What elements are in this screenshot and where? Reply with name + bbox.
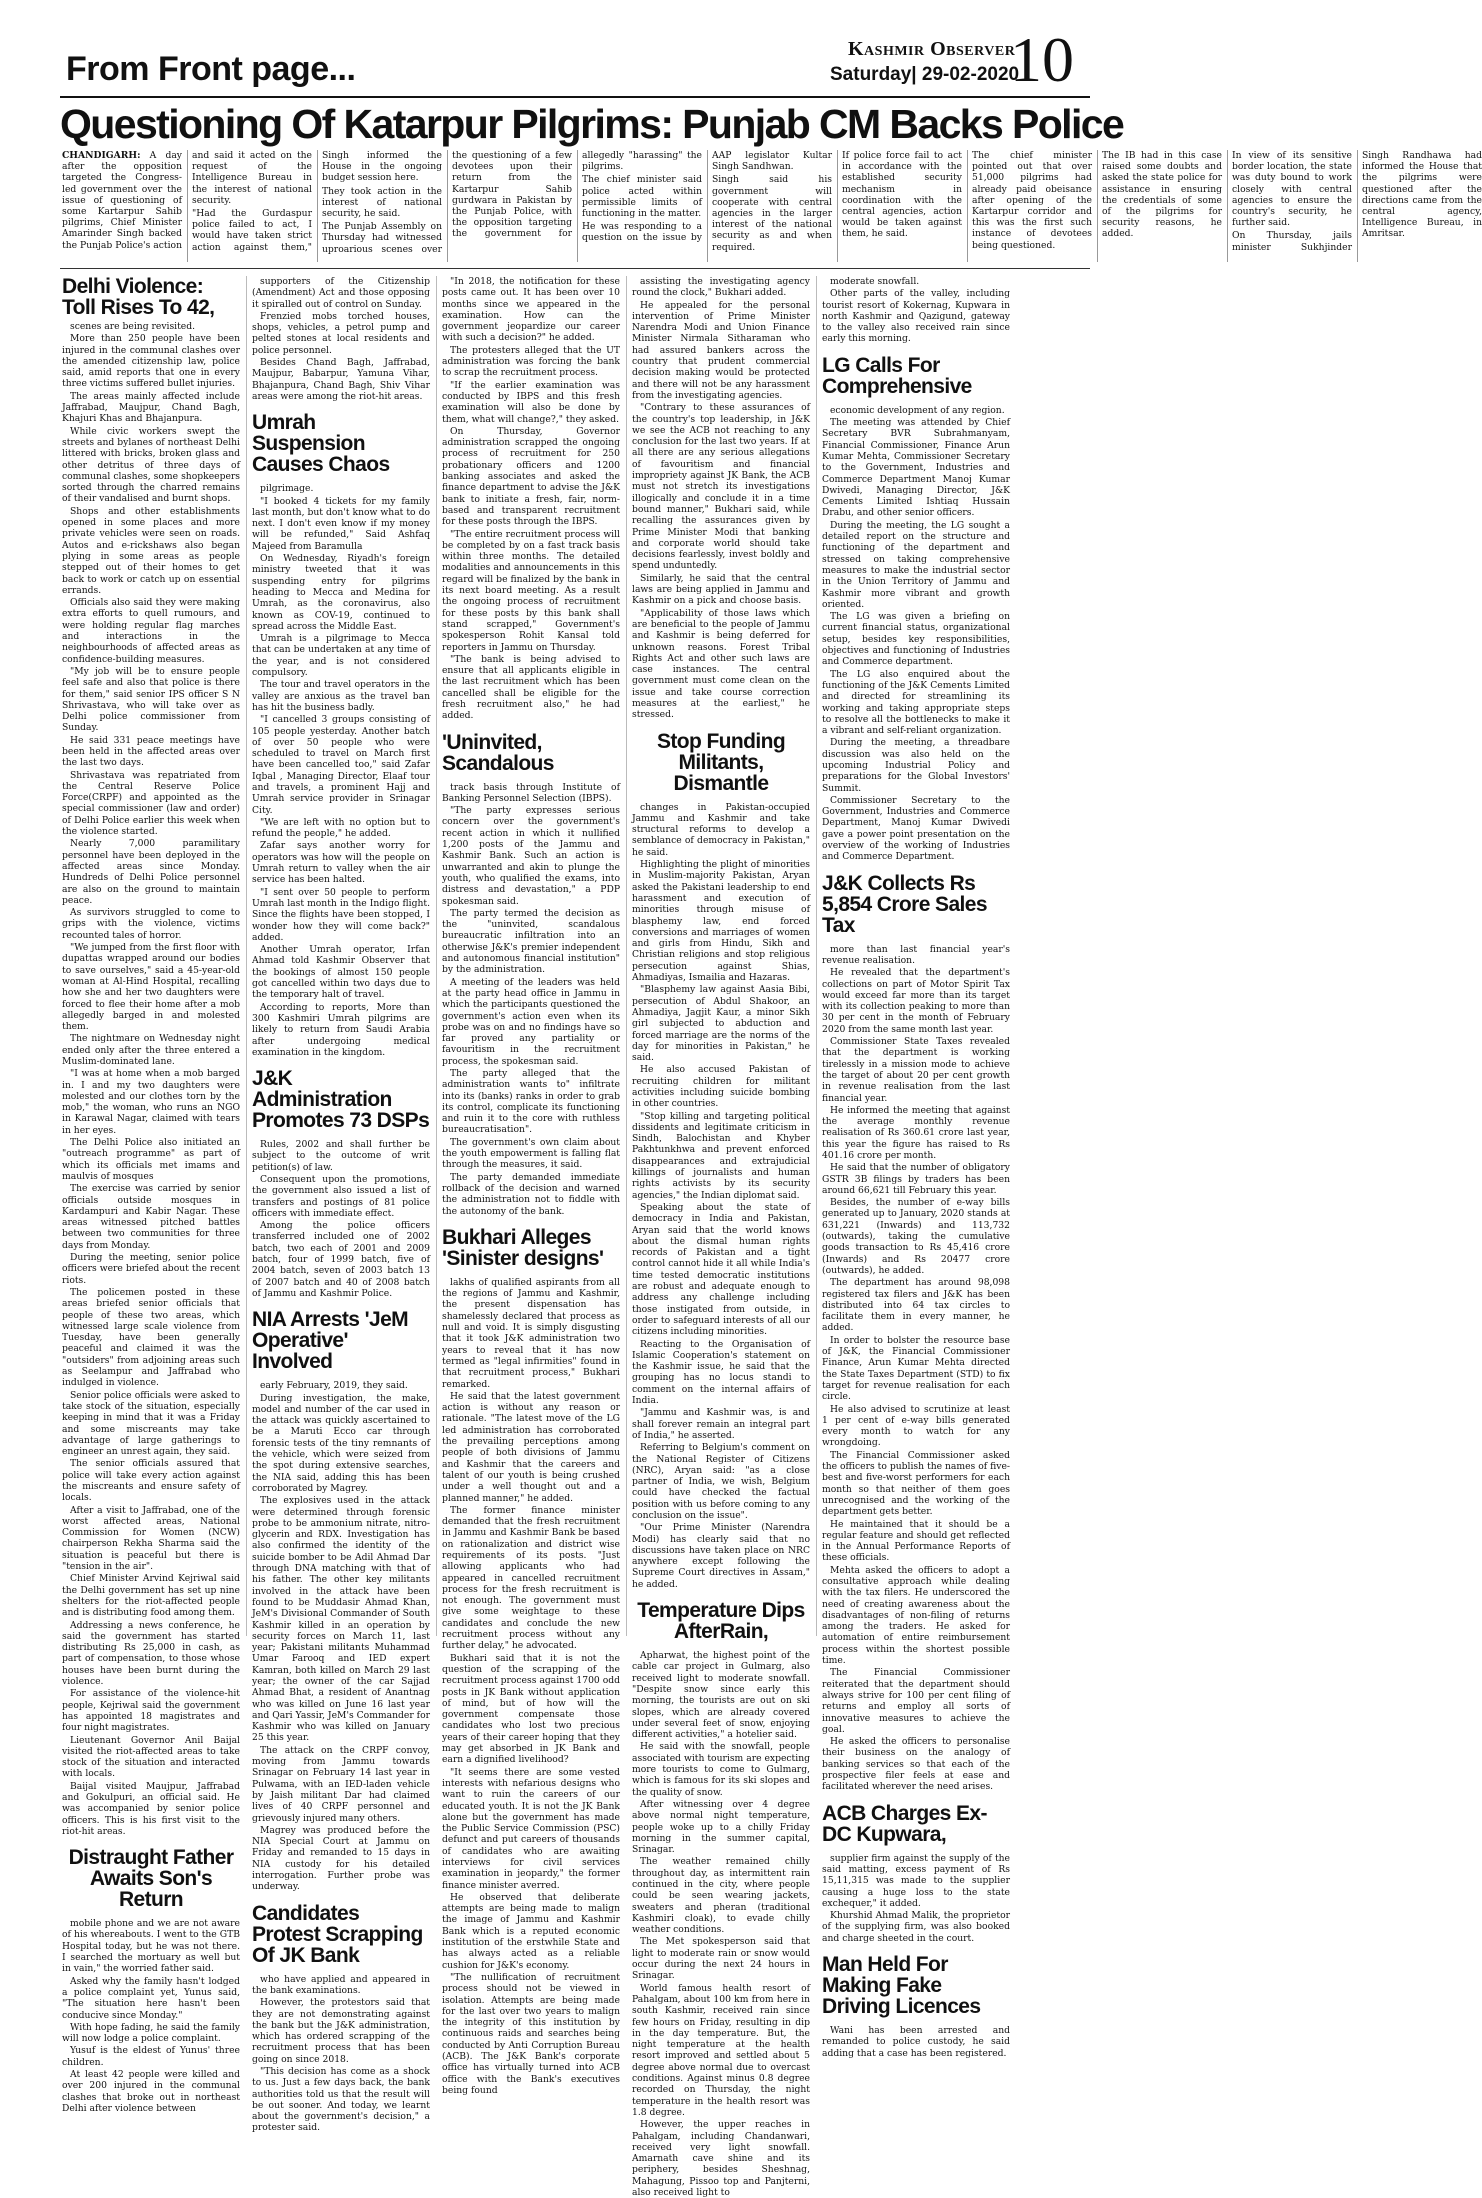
- paragraph: While civic workers swept the streets and bylanes of northeast Delhi littered with bricks, broken glass and other detritus of three days of communal clashes, some shopkeepers sorted through the charred remains of their vandalised and burnt shops.: [62, 425, 240, 505]
- paragraph: more than last financial year's revenue realisation.: [822, 943, 1010, 966]
- paragraph: Senior police officials were asked to take stock of the situation, especially keeping in mind that it was a Friday and some miscreants may take advantage of large gatherings to engineer an unrest again, they said.: [62, 1389, 240, 1458]
- paragraph: "We jumped from the first floor with dupattas wrapped around our bodies to save ourselves," said a 45-year-old woman at Al-Hind Hospital, recalling how she and her two daughters were forced to flee their home after a mob allegedly barged in and molested them.: [62, 942, 240, 1033]
- story-headline: NIA Arrests 'JeM Operative' Involved: [252, 1308, 409, 1374]
- story-headline: ACB Charges Ex-DC Kupwara,: [822, 1801, 987, 1846]
- paragraph: supplier firm against the supply of the said matting, excess payment of Rs 15,11,315 was made to the supplier causing a huge loss to the state exchequer," it added.: [822, 1852, 1010, 1909]
- paragraph: The department has around 98,098 registered tax filers and J&K has been distributed into 64 tax circles to facilitate them in every manner, he added.: [822, 1277, 1010, 1334]
- story-body: [442, 782, 620, 1217]
- paragraph: mobile phone and we are not aware of his whereabouts. I went to the GTB Hospital today, but he was not there. I searched the mortuary as well but in vain," the worried father said.: [62, 1918, 240, 1975]
- paragraph: assisting the investigating agency round the clock," Bukhari added.: [632, 276, 810, 299]
- paragraph: The Financial Commissioner reiterated that the department should always strive for 100 per cent filing of returns and employ all sorts of innovative measures to achieve the goal.: [822, 1667, 1010, 1735]
- paragraph: changes in Pakistan-occupied Jammu and Kashmir and take structural reforms to develop a semblance of democracy in Pakistan," he said.: [632, 801, 810, 858]
- paragraph: Magrey was produced before the NIA Special Court at Jammu on Friday and remanded to 15 days in NIA custody for his detailed interrogation. Further probe was underway.: [252, 1824, 430, 1893]
- paragraph: Addressing a news conference, he said the government has started distributing Rs 25,000 in cash, as part of compensation, to those whose houses have been burnt during the violence.: [62, 1619, 240, 1688]
- paragraph: The Financial Commissioner asked the officers to publish the names of five-best and five-worst performers for each month so that neither of them goes unrecognised and the working of the department gets better.: [822, 1449, 1010, 1518]
- paragraph: The party demanded immediate rollback of the decision and warned the administration not to fiddle with the autonomy of the bank.: [442, 1171, 620, 1217]
- paragraph: Bukhari said that it is not the question of the scrapping of the recruitment process against 1700 odd posts in JK Bank without application of mind, but of how will the government compensate those candidates who lost two precious years of their career hoping that they may get absorbed in JK Bank and earn a dignified livelihood?: [442, 1652, 620, 1766]
- paragraph: "The bank is being advised to ensure that all applicants eligible in the last recruitment which has been cancelled shall be eligible for the fresh recruitment also," he had added.: [442, 653, 620, 722]
- paragraph: Zafar says another worry for operators was how will the people on Umrah return to valley when the air service has been halted.: [252, 840, 430, 886]
- paragraph: "I sent over 50 people to perform Umrah last month in the Indigo flight. Since the flights have been stopped, I wonder how they will come back?" added.: [252, 886, 430, 943]
- paragraph: Umrah is a pilgrimage to Mecca that can be undertaken at any time of the year, and is not considered compulsory.: [252, 633, 430, 679]
- paragraph: Mehta asked the officers to adopt a consultative approach while dealing with the tax filers. He underscored the need of creating awareness about the disadvantages of non-filing of returns among the traders. He asked for automation of entire reimbursement process within the shortest possible time.: [822, 1564, 1010, 1667]
- paragraph: "It seems there are some vested interests with nefarious designs who want to ruin the careers of our educated youth. It is not the JK Bank alone but the government has made the Public Service Commission (PSC) defunct and put careers of thousands of candidates who are awaiting interviews for civil services examination in jeopardy," the former finance minister averred.: [442, 1766, 620, 1891]
- paragraph: "I booked 4 tickets for my family last month, but don't know what to do next. I don't even know if my money will be refunded," Said Ashfaq Majeed from Baramulla: [252, 495, 430, 552]
- column-4: [632, 276, 810, 2198]
- main-headline: Questioning Of Katarpur Pilgrims: Punjab CM Backs Police: [60, 101, 1124, 147]
- paragraph: He asked the officers to personalise their business on the analogy of banking services so that each of the prospective filer feels at ease and facilitated wherever the need arises.: [822, 1736, 1010, 1793]
- story-body: [822, 405, 1010, 863]
- paragraph: scenes are being revisited.: [70, 321, 196, 332]
- story-body: [632, 276, 810, 721]
- paragraph: According to reports, More than 300 Kashmiri Umrah pilgrims are likely to return from Saudi Arabia after undergoing medical examination in the kingdom.: [252, 1001, 430, 1058]
- paragraph: He also advised to scrutinize at least 1 per cent of e-way bills generated every month to watch for any wrongdoing.: [822, 1403, 1010, 1449]
- paragraph: "Contrary to these assurances of the country's top leadership, in J&K we see the ACB not reaching to any conclusion for the last two years. If at all there are any serious allegations of favouritism and financial impropriety against JK Bank, the ACB must not stretch its investigations illogically and conclude it in a time bound manner," Bukhari said, while recalling the assurances given by Prime Minister Modi that banking and corporate world should take decisions fearlessly, invest boldly and spend unduntedly.: [632, 402, 810, 572]
- paragraph: However, the upper reaches in Pahalgam, including Chandanwari, received very light snowfall. Amarnath cave shine and its periphery, besides Sheshnag, Mahagung, Pissoo top and Panjterni, also received light to: [632, 2119, 810, 2198]
- paragraph: Similarly, he said that the central laws are being applied in Jammu and Kashmir on a pick and choose basis.: [632, 572, 810, 607]
- paragraph: During the meeting, a threadbare discussion was also held on the upcoming Industrial Policy and preparations for the Global Investors' Summit.: [822, 737, 1010, 794]
- paragraph: Another Umrah operator, Irfan Ahmad told Kashmir Observer that the bookings of almost 150 people got cancelled within two days due to the temporary halt of travel.: [252, 944, 430, 1001]
- paragraph: "I cancelled 3 groups consisting of 105 people yesterday. Another batch of over 50 people who were scheduled to travel on March first have been cancelled too," said Zafar Iqbal , Managing Director, Elaaf tour and travels, a prominent Hajj and Umrah service provider in Srinagar City.: [252, 714, 430, 816]
- paragraph: The meeting was attended by Chief Secretary BVR Subrahmanyam, Financial Commissioner, Finance Arun Kumar Mehta, Commissioner Secretary to the Government, Industries and Commerce Department Manoj Kumar Dwivedi, Managing Director, J&K Cements Limited Ishtiaq Hussain Drabu, and other senior officers.: [822, 417, 1010, 519]
- paragraph: He revealed that the department's collections on part of Motor Spirit Tax would exceed far more than its target with its collection peaking to more than 30 per cent in the month of February 2020 from the same month last year.: [822, 967, 1010, 1035]
- story-headline: Candidates Protest Scrapping Of JK Bank: [252, 1901, 423, 1967]
- story-body: [822, 276, 1010, 345]
- story-body: [252, 1380, 430, 1892]
- paragraph: However, the protestors said that they are not demonstrating against the bank but the J&K administration, which has ordered scrapping of the recruitment process that has been going on since 2018.: [252, 1997, 430, 2065]
- column-divider: [626, 276, 627, 1636]
- paragraph: early February, 2019, they said.: [260, 1380, 408, 1392]
- paragraph: In order to bolster the resource base of J&K, the Financial Commissioner Finance, Arun Kumar Mehta directed the State Taxes Department (STD) to fix target for revenue realisation for each circle.: [822, 1334, 1010, 1403]
- paragraph: After witnessing over 4 degree above normal night temperature, people woke up to a chilly Friday morning in the summer capital, Srinagar.: [632, 1798, 810, 1856]
- story-body: [252, 1974, 430, 2134]
- column-2: [252, 276, 430, 2134]
- paragraph: Speaking about the state of democracy in India and Pakistan, Aryan said that the world knows about the dismal human rights records of Pakistan and a tight control cannot hide it all while India's time tested democratic institutions are robust and adequate enough to address any challenge including those instigated from outside, in order to safeguard interests of all our citizens including minorities.: [632, 1201, 810, 1338]
- paragraph: Officials also said they were making extra efforts to quell rumours, and were holding regular flag marches and interactions in the neighbourhoods of affected areas as confidence-building measures.: [62, 597, 240, 665]
- paragraph: As survivors struggled to come to grips with the violence, victims recounted tales of horror.: [62, 907, 240, 941]
- paragraph: Other parts of the valley, including tourist resort of Kokernag, Kupwara in north Kashmir and Qazigund, gateway to the valley also received rain since early this morning.: [822, 288, 1010, 345]
- paragraph: With hope fading, he said the family will now lodge a police complaint.: [62, 2021, 240, 2045]
- paragraph: During the meeting, the LG sought a detailed report on the structure and functioning of the department and stressed on taking comprehensive measures to make the industrial sector in the Union Territory of Jammu and Kashmir more vibrant and growth oriented.: [822, 519, 1010, 610]
- paragraph: Commissioner Secretary to the Government, Industries and Commerce Department, Manoj Kumar Dwivedi gave a power point presentation on the overview of the working of Industries and Commerce Department.: [822, 794, 1010, 863]
- column-divider: [436, 276, 437, 1636]
- paragraph: The senior officials assured that police will take every action against the miscreants and ensure safety of locals.: [62, 1458, 240, 1504]
- lead-paragraph: They took action in the interest of national security, he said.: [322, 185, 442, 220]
- paragraph: He said 331 peace meetings have been held in the affected areas over the last two days.: [62, 734, 240, 769]
- paragraph: who have applied and appeared in the bank examinations.: [252, 1973, 430, 1996]
- paragraph: He said that the number of obligatory GSTR 3B filings by traders has been around 66,621 till February this year.: [822, 1162, 1010, 1196]
- story-body: [822, 1853, 1010, 1944]
- story-headline: Distraught Father Awaits Son's Return: [68, 1846, 234, 1912]
- lead-paragraph: He was responding to a question on the issue by AAP legislator Kultar Singh Sandhwan.: [582, 150, 832, 244]
- paragraph: Baijal visited Maujpur, Jaffrabad and Gokulpuri, an official said. He was accompanied by senior police officers. This is his first visit to the riot-hit areas.: [62, 1780, 240, 1837]
- story-headline: J&K Administration Promotes 73 DSPs: [252, 1067, 430, 1133]
- paragraph: For assistance of the violence-hit people, Kejriwal said the government has appointed 18 magistrates and four night magistrates.: [62, 1688, 240, 1734]
- column-divider: [246, 276, 247, 1636]
- lead-paragraph: "Had the Gurdaspur police failed to act, I would have taken strict action against them," Singh informed the House in the ongoing budget session here.: [192, 150, 442, 253]
- paragraph: At least 42 people were killed and over 200 injured in the communal clashes that broke out in northeast Delhi after violence between: [62, 2069, 240, 2114]
- paragraph: "Jammu and Kashmir was, is and shall forever remain an integral part of India," he asserted.: [632, 1407, 810, 1441]
- dateline: CHANDIGARH:: [62, 150, 141, 161]
- story-body: [822, 944, 1010, 1793]
- paragraph: "My job will be to ensure people feel safe and also that police is there for them," said senior IPS officer S N Shrivastava, who will take over as Delhi police commissioner from Sunday.: [62, 665, 240, 734]
- page-number: 10: [1010, 24, 1074, 95]
- paragraph: He observed that deliberate attempts are being made to malign the image of Jammu and Kashmir Bank which is a reputed economic institution of the erstwhile State and has always acted as a reliable cushion for J&K's economy.: [442, 1891, 620, 1971]
- lead-paragraph: If police force fail to act in accordance with the established security mechanism in coordination with the central agencies, action would be taken against them, he said.: [842, 150, 962, 240]
- lead-paragraph: The chief minister said police acted within permissible limits of functioning in the matter.: [582, 174, 702, 220]
- paragraph: Among the police officers transferred included one of 2002 batch, two each of 2001 and 2009 batch, four of 1999 batch, five of 2004 batch, seven of 2003 batch 13 of 2007 batch and 40 of 2008 batch of Jammu and Kashmir Police.: [252, 1220, 430, 1299]
- paragraph: Commissioner State Taxes revealed that the department is working tirelessly in a mission mode to achieve the target of about 20 per cent growth in revenue realisation from the last financial year.: [822, 1036, 1010, 1104]
- story-body: [252, 1139, 430, 1299]
- paragraph: moderate snowfall.: [830, 276, 920, 287]
- paragraph: "Applicability of those laws which are beneficial to the people of Jammu and Kashmir is being deferred for unknown reasons. Forest Tribal Rights Act and other such laws are case instances. The central government must come clean on the issue and take course correction measures at the earliest," he stressed.: [632, 607, 810, 721]
- paragraph: More than 250 people have been injured in the communal clashes over the amended citizenship law, police said, amid reports that one in every three victims suffered bullet injuries.: [62, 333, 240, 390]
- paragraph: "This decision has come as a shock to us. Just a few days back, the bank authorities told us that the result will be out sooner. And today, we learnt about the government's decision," a protester said.: [252, 2066, 430, 2134]
- lead-paragraph: Singh said his government will cooperate with central agencies in the larger interest of the national security as and when required.: [712, 174, 832, 253]
- paragraph: Yusuf is the eldest of Yunus' three children.: [62, 2045, 240, 2068]
- story-headline: Bukhari Alleges 'Sinister designs': [442, 1225, 604, 1270]
- story-body: [252, 483, 430, 1058]
- paragraph: Rules, 2002 and shall further be subject to the outcome of writ petition(s) of law.: [252, 1139, 430, 1173]
- lead-paragraph: The chief minister pointed out that over 51,000 pilgrims had already paid obeisance after opening of the Kartarpur corridor and this was the first such instance of devotees being questioned.: [972, 150, 1092, 251]
- paragraph: "Stop killing and targeting political dissidents and legitimate criticism in Sindh, Balochistan and Khyber Pakhtunkhwa and prevent enforced disappearances and extrajudicial killings of journalists and human rights activists by its security agencies," the Indian diplomat said.: [632, 1110, 810, 1201]
- story-body: [62, 321, 240, 1837]
- paragraph: Consequent upon the promotions, the government also issued a list of transfers and postings of 81 police officers with immediate effect.: [252, 1174, 430, 1219]
- lead-paragraph: The IB had in this case raised some doubts and asked the state police for assistance in ensuring the credentials of some of the pilgrims for security reasons, he added.: [1102, 150, 1222, 240]
- paragraph: "In 2018, the notification for these posts came out. It has been over 10 months since we appeared in the examination. How can the government jeopardize our career with such a decision?" he added.: [442, 276, 620, 344]
- paragraph: He maintained that it should be a regular feature and should get reflected in the Annual Performance Reports of these officials.: [822, 1518, 1010, 1564]
- paragraph: Nearly 7,000 paramilitary personnel have been deployed in the affected areas since Monday. Hundreds of Delhi Police personnel are also on the ground to maintain peace.: [62, 838, 240, 906]
- section-rule: [60, 268, 1090, 269]
- story-headline: 'Uninvited, Scandalous: [442, 730, 554, 775]
- paragraph: Besides, the number of e-way bills generated up to January, 2020 stands at 631,221 (Inwards) and 113,732 (outwards), taking the cumulative goods transaction to Rs 45,416 crore (Inwards) and Rs 20477 crore (outwards), he added.: [822, 1197, 1010, 1276]
- paragraph: The LG was given a briefing on current financial status, organizational setup, besides key responsibilities, objectives and functioning of Industries and Commerce department.: [822, 611, 1010, 668]
- paragraph: Frenzied mobs torched houses, shops, vehicles, a petrol pump and pelted stones at local residents and police personnel.: [252, 310, 430, 356]
- paragraph: track basis through Institute of Banking Personnel Selection (IBPS).: [442, 781, 620, 804]
- paragraph: On Wednesday, Riyadh's foreign ministry tweeted that it was suspending entry for pilgrims heading to Mecca and Medina for Umrah, as the coronavirus, also known as COV-19, continued to spread across the Middle East.: [252, 553, 430, 632]
- paragraph: After a visit to Jaffrabad, one of the worst affected areas, National Commission for Women (NCW) chairperson Rekha Sharma said the situation is peaceful but there is "tension in the air".: [62, 1504, 240, 1573]
- paragraph: The explosives used in the attack were determined through forensic probe to be ammonium nitrate, nitro-glycerin and RDX. Investigation has also confirmed the identity of the suicide bomber to be Adil Ahmad Dar through DNA matching with that of his father. The other key militants involved in the attack have been found to be Muddasir Ahmad Khan, JeM's Divisional Commander of South Kashmir killed in an operation by security forces on March 11, last year; Pakistani militants Muhammad Umar Farooq and IED expert Kamran, both killed on March 29 last year; the owner of the car Sajjad Ahmad Bhat, a resident of Anantnag who was killed on June 16 last year and Qari Yassir, JeM's Commander for Kashmir who was killed on January 25 this year.: [252, 1495, 430, 1744]
- section-label: From Front page...: [66, 50, 356, 88]
- paragraph: He informed the meeting that against the average monthly revenue realisation of Rs 360.61 crore last year, this year the figure has raised to Rs 401.16 crore per month.: [822, 1104, 1010, 1161]
- paragraph: "Blasphemy law against Aasia Bibi, persecution of Abdul Shakoor, an Ahmadiya, Jagjit Kaur, a minor Sikh girl subjected to abduction and forced marriage are the norms of the day for minorities in Pakistan," he said.: [632, 984, 810, 1064]
- paragraph: economic development of any region.: [830, 404, 1005, 416]
- paragraph: Shops and other establishments opened in some places and more private vehicles were seen on roads. Autos and e-rickshaws also began plying in some areas as people stepped out of their homes to get back to work or catch up on essential errands.: [62, 505, 240, 596]
- story-body: [632, 802, 810, 1590]
- paragraph: He appealed for the personal intervention of Prime Minister Narendra Modi and Union Finance Minister Nirmala Sitharaman who had assured bankers across the country that prudent commercial decision making would be protected and there will not be any harassment from the investigating agencies.: [632, 299, 810, 401]
- paragraph: He said that the latest government action is without any reason or rationale. "The latest move of the LG led administration has corroborated the prevailing perceptions among people of both divisions of Jammu and Kashmir that the careers and talent of our youth is being crushed under a well thought out and a planned manner," he added.: [442, 1390, 620, 1504]
- paragraph: The policemen posted in these areas briefed senior officials that people of these two areas, which witnessed large scale violence from Tuesday, have been generally peaceful and claimed it was the "outsiders" from adjoining areas such as Seelampur and Jaffrabad who indulged in violence.: [62, 1286, 240, 1389]
- paragraph: "The entire recruitment process will be completed by on a fast track basis within three months. The detailed modalities and announcements in this regard will be finalized by the bank in its next board meeting. As a result the ongoing process of recruitment for these posts by this bank shall stand scrapped," Government's spokesperson Rohit Kansal told reporters in Jammu on Thursday.: [442, 528, 620, 653]
- paragraph: Referring to Belgium's comment on the National Register of Citizens (NRC), Aryan said: "as a close partner of India, we wish, Belgium could have checked the factual position with us before coming to any conclusion on the issue".: [632, 1442, 810, 1521]
- story-headline: Delhi Violence: Toll Rises To 42,: [62, 275, 215, 319]
- paragraph: pilgrimage.: [260, 483, 314, 495]
- paragraph: Besides Chand Bagh, Jaffrabad, Maujpur, Babarpur, Yamuna Vihar, Bhajanpura, Chand Bagh, Shiv Vihar areas were among the riot-hit areas.: [252, 357, 430, 402]
- paragraph: Apharwat, the highest point of the cable car project in Gulmarg, also received light to moderate snowfall. "Despite snow since early this morning, the tourists are out on ski slopes, which are already covered under several feet of snow, enjoying different activities," a hotelier said.: [632, 1650, 810, 1741]
- story-headline: Temperature Dips AfterRain,: [637, 1599, 805, 1644]
- paragraph: Reacting to the Organisation of Islamic Cooperation's statement on the Kashmir issue, he said that the grouping has no locus standi to comment on the internal affairs of India.: [632, 1338, 810, 1407]
- paragraph: supporters of the Citizenship (Amendment) Act and those opposing it spiralled out of control on Sunday.: [252, 276, 430, 310]
- story-body: [632, 1650, 810, 2198]
- paragraph: Lieutenant Governor Anil Baijal visited the riot-affected areas to take stock of the situation and interacted with locals.: [62, 1734, 240, 1780]
- story-headline: J&K Collects Rs 5,854 Crore Sales Tax: [822, 871, 987, 937]
- story-body: [822, 2025, 1010, 2059]
- paragraph: "The nullification of recruitment process should not be viewed in isolation. Attempts are being made for the last over two years to malign the integrity of this institution by continuous raids and searches being conducted by Anti Corruption Bureau (ACB). The J&K Bank's corporate office has virtually turned into ACB office with the Bank's executives being found: [442, 1971, 620, 2096]
- paragraph: The party termed the decision as the "uninvited, scandalous bureaucratic infiltration into an otherwise J&K's premier independent and autonomous financial institution" by the administration.: [442, 907, 620, 976]
- paragraph: The LG also enquired about the functioning of the J&K Cements Limited and directed for streamlining its working and taking appropriate steps to resolve all the bottlenecks to make it a vibrant and self-reliant organization.: [822, 668, 1010, 737]
- story-headline: LG Calls For Comprehensive: [822, 353, 972, 398]
- column-3: [442, 276, 620, 2096]
- issue-date: Saturday| 29-02-2020: [830, 64, 1020, 85]
- paragraph: Shrivastava was repatriated from the Central Reserve Police Force(CRPF) and appointed as the special commissioner (law and order) of Delhi Police earlier this week when the violence started.: [62, 769, 240, 838]
- paragraph: He said with the snowfall, people associated with tourism are expecting more tourists to come to Gulmarg, which is famous for its ski slopes and the quality of snow.: [632, 1741, 810, 1798]
- story-headline: Stop Funding Militants, Dismantle: [656, 729, 786, 795]
- paragraph: World famous health resort of Pahalgam, about 100 km from here in south Kashmir, received rain since few hours on Friday, resulting in dip in the day temperature. But, the night temperature at the health resort improved and settled about 5 degree above normal due to overcast conditions. Against minus 0.8 degree recorded on Thursday, the night temperature in the health resort was 1.8 degree.: [632, 1982, 810, 2118]
- story-headline: Umrah Suspension Causes Chaos: [252, 411, 390, 477]
- paragraph: On Thursday, Governor administration scrapped the ongoing process of recruitment for 250 probationary officers and 1200 banking associates and asked the finance department to advise the J&K bank to initiate a fresh, fair, norm-based and transparent recruitment for these posts through the IBPS.: [442, 425, 620, 528]
- paragraph: The party alleged that the administration wants to" infiltrate into its (banks) ranks in order to grab its control, complicate its functioning and ruin it to the core with ruthless bureaucratisation".: [442, 1068, 620, 1136]
- paragraph: The Delhi Police also initiated an "outreach programme" as part of which its officials met imams and maulvis of mosques: [62, 1137, 240, 1182]
- paragraph: "I was at home when a mob barged in. I and my two daughters were molested and our clothes torn by the mob," the woman, who runs an NGO in Karawal Nagar, claimed with tears in her eyes.: [62, 1068, 240, 1136]
- column-divider: [816, 276, 817, 1636]
- paragraph: The weather remained chilly throughout day, as intermittent rain continued in the city, where people could be seen wearing jackets, sweaters and pheran (traditional Kashmiri cloak), to evade chilly weather conditions.: [632, 1856, 810, 1936]
- paragraph: "We are left with no option but to refund the people," he added.: [252, 816, 430, 840]
- paragraph: The Met spokesperson said that light to moderate rain or snow would occur during the next 24 hours in Srinagar.: [632, 1936, 810, 1982]
- lead-paragraph: The Punjab Assembly on Thursday had witnessed uproarious scenes over the questioning of a few devotees upon their return from the Kartarpur Sahib gurdwara in Pakistan by the Punjab Police, with the opposition targeting the government for allegedly "harassing" the pilgrims.: [322, 150, 702, 255]
- column-5: [822, 276, 1010, 2059]
- paragraph: The attack on the CRPF convoy, moving from Jammu towards Srinagar on February 14 last year in Pulwama, with an IED-laden vehicle by Jaish militant Dar had claimed lives of 40 CRPF personnel and grievously injured many others.: [252, 1744, 430, 1824]
- paragraph: A meeting of the leaders was held at the party head office in Jammu in which the participants questioned the government's action even when its probe was on and no findings have so far proved any partiality or favouritism in the recruitment process, the spokesman said.: [442, 976, 620, 1067]
- paragraph: "If the earlier examination was conducted by IBPS and this fresh examination will also be done by them, what will change?," they asked.: [442, 379, 620, 425]
- paragraph: Highlighting the plight of minorities in Muslim-majority Pakistan, Aryan asked the Pakistani leadership to end harassment and execution of minorities through misuse of blasphemy law, end forced conversions and marriages of women and girls from Hindu, Sikh and Christian religions and stop religious persecution against Shias, Ahmadiyas, Ismailia and Hazaras.: [632, 859, 810, 984]
- paragraph: Asked why the family hasn't lodged a police complaint yet, Yunus said, "The situation here hasn't been conducive since Monday.": [62, 1975, 240, 2021]
- paragraph: During investigation, the make, model and number of the car used in the attack was quickly ascertained to be a Maruti Ecco car through forensic tests of the tiny remnants of the vehicle, which were seized from the spot during extensive searches, the NIA said, adding this has been corroborated by Magrey.: [252, 1392, 430, 1494]
- paragraph: lakhs of qualified aspirants from all the regions of Jammu and Kashmir, the present dispensation has shamelessly declared that process as null and void. It is simply disgusting that it took J&K administration two years to reveal that it has now termed as "legal infirmities" found in that recruitment process," Bukhari remarked.: [442, 1276, 620, 1390]
- paragraph: "Our Prime Minister (Narendra Modi) has clearly said that no discussions have taken place on NRC anywhere except following the Supreme Court directives in Assam," he added.: [632, 1522, 810, 1590]
- paragraph: He also accused Pakistan of recruiting children for militant activities including suicide bombing in other countries.: [632, 1064, 810, 1110]
- paragraph: The former finance minister demanded that the fresh recruitment in Jammu and Kashmir Bank be based on rationalization and district wise requirements of its posts. "Just allowing applicants who had appeared in cancelled recruitment process for the fresh recruitment is not enough. The government must give some weightage to these candidates and conclude the new recruitment process without any further delay," he advocated.: [442, 1504, 620, 1652]
- paragraph: The government's own claim about the youth empowerment is falling flat through the measures, it said.: [442, 1136, 620, 1171]
- story-body: [62, 1918, 240, 2114]
- lead-story: [62, 150, 1482, 262]
- paragraph: The nightmare on Wednesday night ended only after the three entered a Muslim-dominated lane.: [62, 1033, 240, 1067]
- lead-text: A day after the opposition targeted the Congress-led government over the issue of questioning of some Kartarpur Sahib pilgrims, Chief Minister Amarinder Singh backed the Punjab Police's action and said it acted on the request of the Intelligence Bureau in the interest of national security.: [62, 150, 312, 251]
- paragraph: "The party expresses serious concern over the government's recent action in which it nullified 1,200 posts of the Jammu and Kashmir Bank. Such an action is unwarranted and akin to plunge the youth, who qualified the exams, into distress and devastation," a PDP spokesman said.: [442, 805, 620, 907]
- story-body: [252, 276, 430, 402]
- column-1: [62, 275, 240, 2114]
- paragraph: The tour and travel operators in the valley are anxious as the travel ban has hit the business badly.: [252, 679, 430, 713]
- lead-paragraph: On Thursday, jails minister Sukhjinder Singh Randhawa had informed the House that the pilgrims were questioned after the directions came from the central agency, Intelligence Bureau, in Amritsar.: [1232, 150, 1482, 253]
- paragraph: The exercise was carried by senior officials outside mosques in Kardampuri and Kabir Nagar. These areas witnessed pitched battles between two communities for three days from Monday.: [62, 1183, 240, 1251]
- story-headline: Man Held For Making Fake Driving Licences: [822, 1953, 981, 2018]
- paragraph: Chief Minister Arvind Kejriwal said the Delhi government has set up nine shelters for the riot-affected people and is distributing food among them.: [62, 1573, 240, 1619]
- lead-paragraph: In view of its sensitive border location, the state was duty bound to work closely with central agencies to ensure the country's security, he further said.: [1232, 150, 1352, 229]
- brand-name: Kashmir Observer: [848, 38, 1016, 60]
- paragraph: The protesters alleged that the UT administration was forcing the bank to scrap the recruitment process.: [442, 344, 620, 379]
- story-body: [442, 1277, 620, 2096]
- story-body: [442, 276, 620, 722]
- paragraph: Khurshid Ahmad Malik, the proprietor of the supplying firm, was also booked and charge sheeted in the court.: [822, 1910, 1010, 1944]
- paragraph: The areas mainly affected include Jaffrabad, Maujpur, Chand Bagh, Khajuri Khas and Bhajanpura.: [62, 390, 240, 425]
- paragraph: During the meeting, senior police officers were briefed about the recent riots.: [62, 1252, 240, 1286]
- paragraph: Wani has been arrested and remanded to police custody, he said adding that a case has been registered.: [822, 2025, 1010, 2059]
